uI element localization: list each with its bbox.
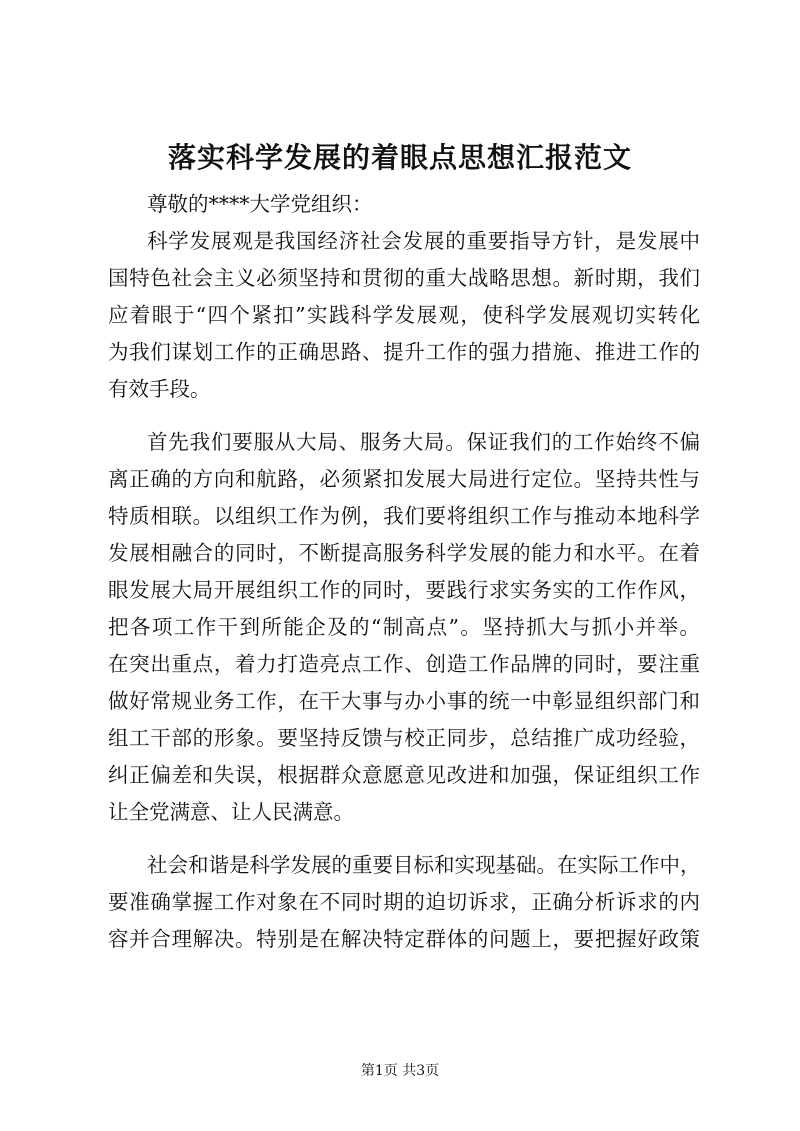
paragraph-gap [108, 408, 700, 424]
paragraph-3 [108, 847, 700, 958]
paragraph-line: 为我们谋划工作的正确思路、提升工作的强力措施、推进工作的 [108, 340, 700, 364]
paragraph-line: 组工干部的形象。要坚持反馈与校正同步，总结推广成功经验， [108, 726, 700, 750]
paragraph-line: 科学发展观是我国经济社会发展的重要指导方针，是发展中 [147, 229, 700, 253]
paragraph-1 [108, 223, 700, 408]
paragraph-line: 特质相联。以组织工作为例，我们要将组织工作与推动本地科学 [108, 504, 700, 528]
document-body [108, 186, 700, 958]
paragraph-line: 应着眼于“四个紧扣”实践科学发展观，使科学发展观切实转化 [108, 303, 700, 327]
document-title: 落实科学发展的着眼点思想汇报范文 [167, 141, 632, 174]
paragraph-line: 纠正偏差和失误，根据群众意愿意见改进和加强，保证组织工作 [108, 763, 700, 787]
paragraph-line: 把各项工作干到所能企及的“制高点”。坚持抓大与抓小并举。 [108, 615, 700, 639]
paragraph-line: 在突出重点，着力打造亮点工作、创造工作品牌的同时，要注重 [108, 652, 700, 676]
paragraph-line: 离正确的方向和航路，必须紧扣发展大局进行定位。坚持共性与 [108, 467, 700, 491]
paragraph-gap [108, 831, 700, 847]
salutation: 尊敬的****大学党组织： [147, 192, 373, 216]
paragraph-line: 要准确掌握工作对象在不同时期的迫切诉求，正确分析诉求的内 [108, 890, 700, 914]
paragraph-line: 眼发展大局开展组织工作的同时，要践行求实务实的工作作风， [108, 578, 700, 602]
page-footer: 第1页 共3页 [360, 1063, 440, 1079]
paragraph-line: 做好常规业务工作，在干大事与办小事的统一中彰显组织部门和 [108, 689, 700, 713]
paragraph-line: 首先我们要服从大局、服务大局。保证我们的工作始终不偏 [147, 430, 700, 454]
paragraph-line: 社会和谐是科学发展的重要目标和实现基础。在实际工作中， [147, 853, 701, 877]
paragraph-line: 容并合理解决。特别是在解决特定群体的问题上，要把握好政策 [108, 927, 700, 951]
paragraph-line: 让全党满意、让人民满意。 [108, 800, 354, 824]
paragraph-2 [108, 424, 700, 831]
paragraph-line: 国特色社会主义必须坚持和贯彻的重大战略思想。新时期，我们 [108, 266, 700, 290]
paragraph-line: 有效手段。 [108, 377, 211, 401]
paragraph-line: 发展相融合的同时，不断提高服务科学发展的能力和水平。在着 [108, 541, 700, 565]
